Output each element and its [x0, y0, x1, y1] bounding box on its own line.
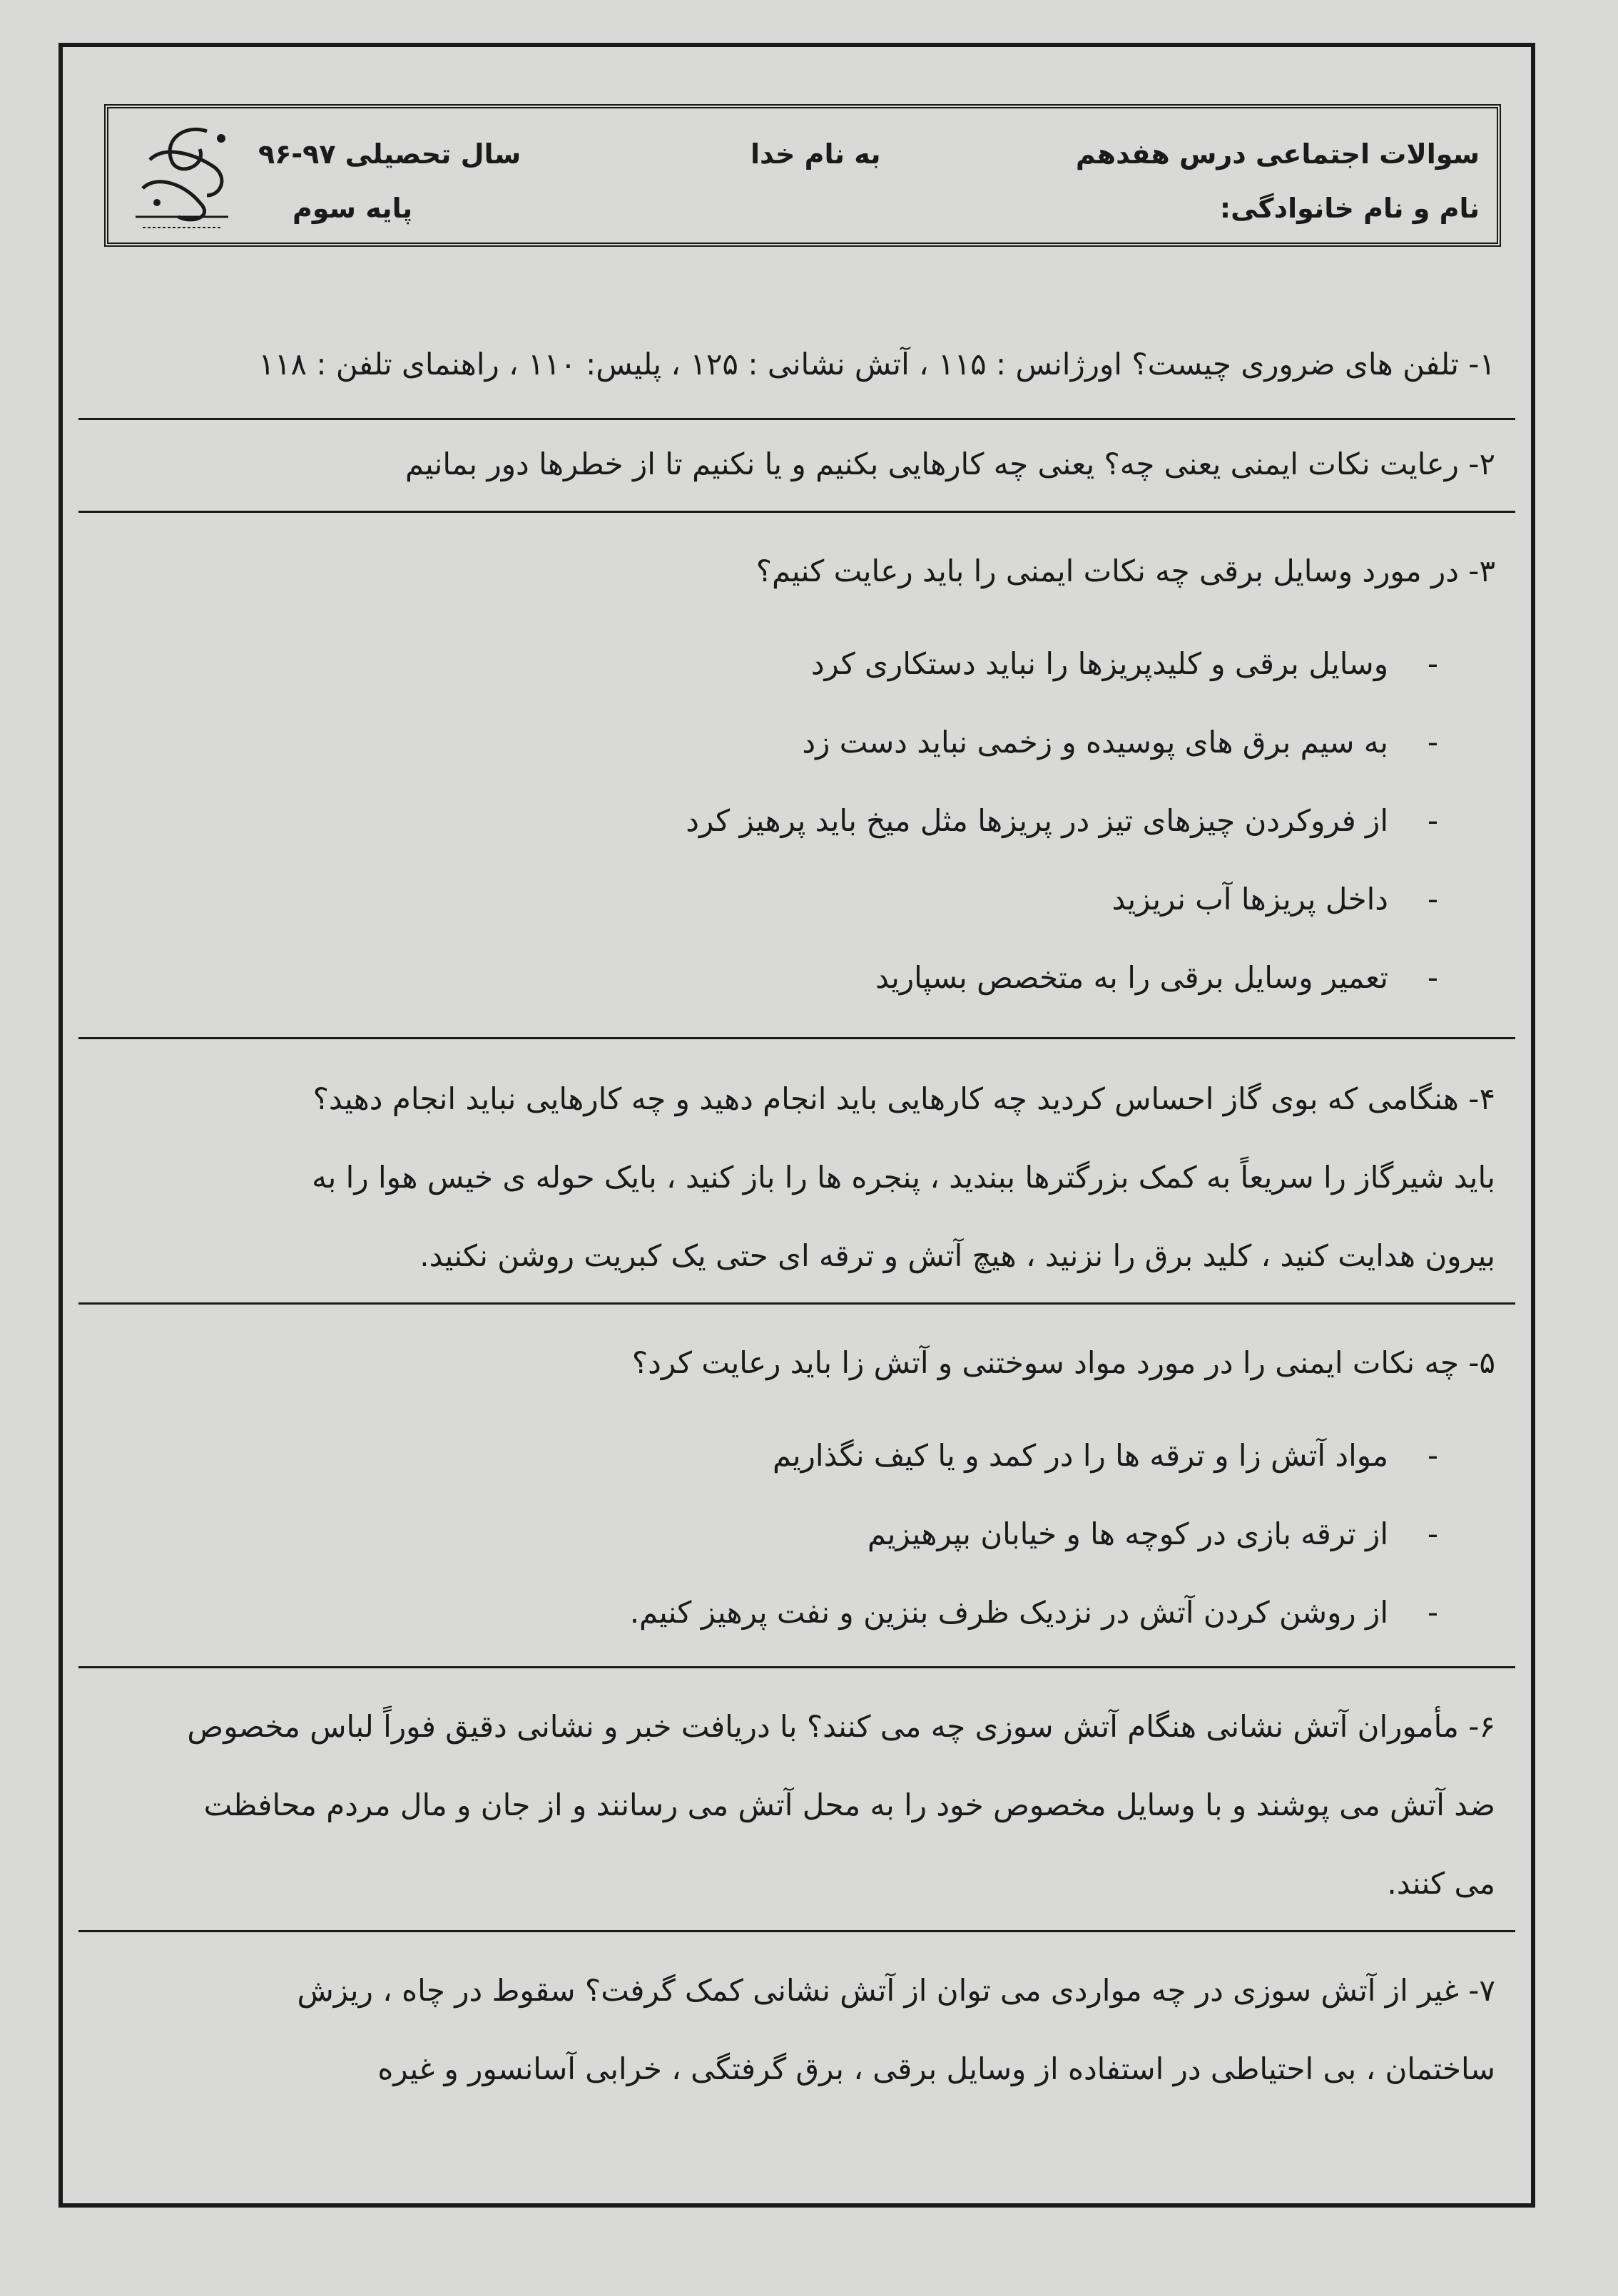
bullet-dash: -	[1427, 725, 1438, 760]
question-1-text: ۱- تلفن های ضروری چیست؟ اورژانس : ۱۱۵ ، آتش نشانی : ۱۲۵ ، پلیس: ۱۱۰ ، راهنمای تلفن : ۱۱۸	[258, 347, 1495, 382]
bullet-dash: -	[1427, 882, 1438, 917]
grade-label: پایه سوم	[292, 193, 413, 224]
list-item	[84, 1417, 1438, 1495]
divider	[78, 511, 1515, 513]
list-item	[84, 625, 1438, 703]
bullet-dash: -	[1427, 1595, 1438, 1630]
answer-text: از ترقه بازی در کوچه ها و خیابان بپرهیزیم	[867, 1516, 1388, 1551]
question-6-line-1: ۶- مأموران آتش نشانی هنگام آتش سوزی چه می کنند؟ با دریافت خبر و نشانی دقیق فوراً لباس مخصوص	[187, 1709, 1495, 1744]
exam-title: سوالات اجتماعی درس هفدهم	[1075, 138, 1480, 170]
question-6-line-2: ضد آتش می پوشند و با وسایل مخصوص خود را به محل آتش می رسانند و از جان و مال مردم محافظت	[203, 1787, 1495, 1822]
question-7	[84, 1951, 1510, 2108]
question-6	[84, 1688, 1510, 1923]
list-item	[84, 1573, 1438, 1652]
question-3-text: ۳- در مورد وسایل برقی چه نکات ایمنی را باید رعایت کنیم؟	[755, 553, 1495, 588]
question-4	[84, 1060, 1510, 1295]
question-4-answer-line-1: باید شیرگاز را سریعاً به کمک بزرگترها ببندید ، پنجره ها را باز کنید ، بایک حوله ی خیس هوا را به	[312, 1160, 1495, 1195]
divider	[78, 1666, 1515, 1668]
exam-sheet	[58, 43, 1535, 2208]
name-label: نام و نام خانوادگی:	[1219, 193, 1480, 224]
question-4-text: ۴- هنگامی که بوی گاز احساس کردید چه کارهایی باید انجام دهید و چه کارهایی نباید انجام دهید؟	[312, 1081, 1495, 1116]
question-3	[84, 532, 1510, 1017]
divider	[78, 1302, 1515, 1305]
question-7-line-2: ساختمان ، بی احتیاطی در استفاده از وسایل برقی ، برق گرفتگی ، خرابی آسانسور و غیره	[377, 2051, 1495, 2086]
question-3-answers	[84, 625, 1510, 1017]
question-5-text: ۵- چه نکات ایمنی را در مورد مواد سوختنی و آتش زا باید رعایت کرد؟	[631, 1345, 1495, 1380]
header-box	[104, 104, 1501, 247]
bullet-dash: -	[1427, 1438, 1438, 1473]
question-1	[84, 325, 1510, 404]
question-5	[84, 1324, 1510, 1652]
bullet-dash: -	[1427, 803, 1438, 838]
bismillah: به نام خدا	[751, 138, 881, 170]
answer-text: از روشن کردن آتش در نزدیک ظرف بنزین و نفت پرهیز کنیم.	[629, 1595, 1388, 1630]
school-logo-icon	[121, 117, 243, 238]
question-6-line-3: می کنند.	[1387, 1866, 1495, 1901]
answer-text: مواد آتش زا و ترقه ها را در کمد و یا کیف نگذاریم	[772, 1438, 1388, 1473]
question-2-text: ۲- رعایت نکات ایمنی یعنی چه؟ یعنی چه کارهایی بکنیم و یا نکنیم تا از خطرها دور بمانیم	[405, 447, 1495, 481]
answer-text: تعمیر وسایل برقی را به متخصص بسپارید	[875, 960, 1388, 995]
list-item	[84, 1495, 1438, 1573]
answer-text: از فروکردن چیزهای تیز در پریزها مثل میخ باید پرهیز کرد	[686, 803, 1388, 838]
bullet-dash: -	[1427, 960, 1438, 995]
divider	[78, 1930, 1515, 1932]
question-7-line-1: ۷- غیر از آتش سوزی در چه مواردی می توان از آتش نشانی کمک گرفت؟ سقوط در چاه ، ریزش	[297, 1973, 1495, 2008]
bullet-dash: -	[1427, 646, 1438, 681]
list-item	[84, 860, 1438, 939]
list-item	[84, 782, 1438, 860]
question-5-answers	[84, 1417, 1510, 1652]
answer-text: وسایل برقی و کلیدپریزها را نباید دستکاری کرد	[810, 646, 1388, 681]
answer-text: به سیم برق های پوسیده و زخمی نباید دست زد	[802, 725, 1388, 760]
divider	[78, 1037, 1515, 1039]
list-item	[84, 939, 1438, 1017]
school-year: سال تحصیلی ۹۷-۹۶	[258, 138, 521, 170]
bullet-dash: -	[1427, 1516, 1438, 1551]
list-item	[84, 703, 1438, 782]
answer-text: داخل پریزها آب نریزید	[1111, 882, 1388, 917]
question-4-answer-line-2: بیرون هدایت کنید ، کلید برق را نزنید ، هیچ آتش و ترقه ای حتی یک کبریت روشن نکنید.	[419, 1238, 1495, 1273]
question-2	[84, 425, 1510, 504]
divider	[78, 418, 1515, 420]
